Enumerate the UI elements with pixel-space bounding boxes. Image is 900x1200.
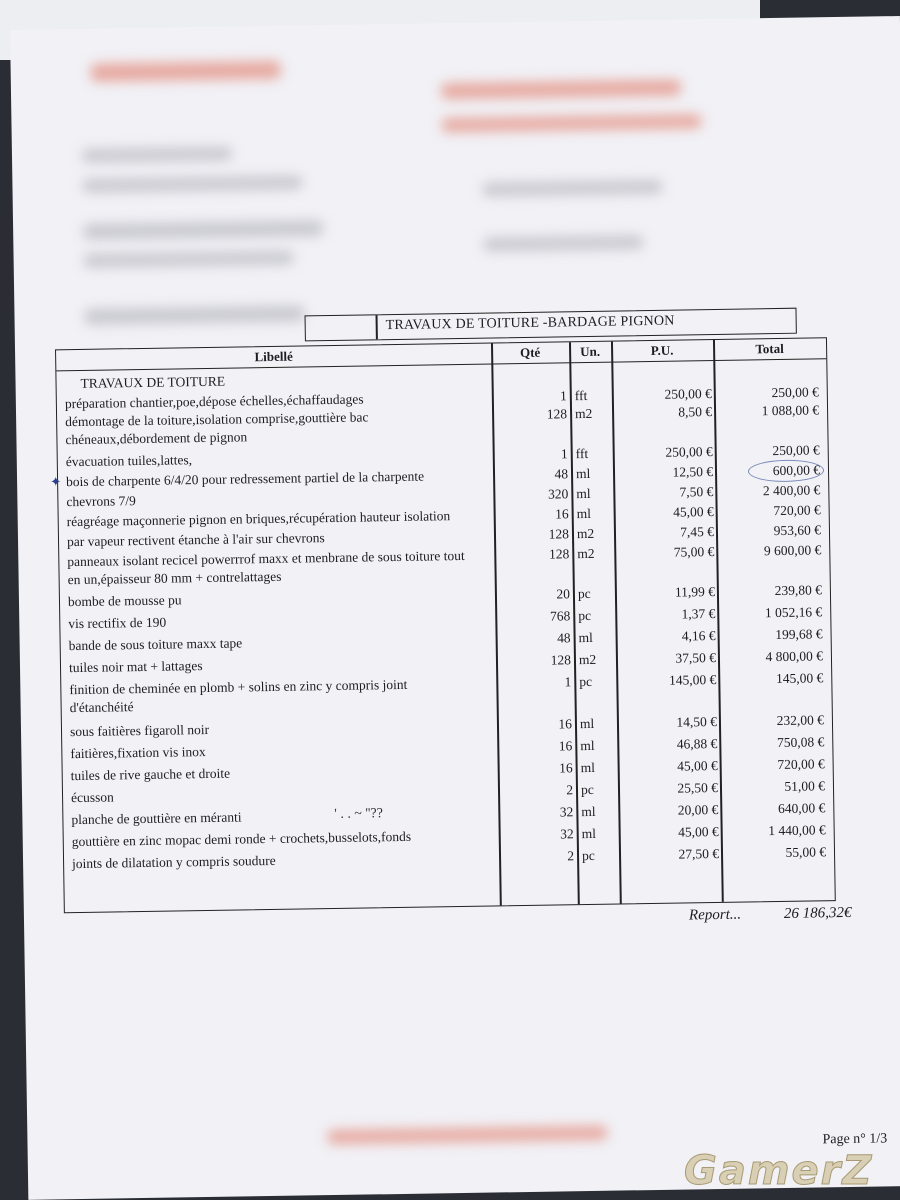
cell-unit-price: 250,00 € (664, 386, 712, 402)
cell-libelle: tuiles noir mat + lattages (68, 658, 203, 676)
cell-unit-price: 45,00 € (673, 504, 714, 520)
cell-unit: ml (581, 825, 597, 842)
cell-libelle: finition de cheminée en plomb + solins en zinc y compris joint (69, 676, 408, 698)
cell-unit-price: 1,37 € (681, 605, 716, 622)
cell-unit-price: 11,99 € (674, 583, 716, 600)
cell-unit: m2 (577, 545, 595, 562)
cell-total: 55,00 € (785, 844, 827, 860)
cell-qte (497, 424, 567, 425)
redacted-address-line (83, 220, 323, 240)
cell-unit (579, 692, 619, 693)
page-label: Page n° (822, 1131, 866, 1148)
cell-unit: pc (577, 585, 591, 602)
cell-unit: ml (580, 759, 596, 776)
cell-qte: 1 (564, 674, 572, 690)
cell-unit-price: 8,50 € (678, 404, 713, 420)
cell-total: 600,00 € (772, 462, 821, 479)
cell-libelle: sous faitières figaroll noir (69, 721, 210, 740)
cell-libelle: d'étanchéité (69, 699, 134, 716)
cell-total: 720,00 € (773, 502, 821, 519)
cell-unit-price: 7,50 € (679, 484, 714, 500)
cell-libelle: en un,épaisseur 80 mm + contrelattages (67, 568, 282, 588)
title-box (305, 308, 797, 342)
cell-libelle: faitières,fixation vis inox (70, 744, 206, 762)
cell-libelle: joints de dilatation y compris soudure (71, 852, 276, 872)
cell-unit: pc (580, 781, 594, 798)
header-total: Total (755, 340, 784, 357)
cell-unit: pc (581, 847, 595, 864)
redacted-client-block (482, 180, 662, 197)
cell-qte: 16 (558, 716, 573, 732)
line-items-table (49, 337, 836, 913)
redacted-address-line (82, 175, 302, 192)
redacted-client-block (441, 79, 681, 99)
redacted-address-line (84, 251, 294, 268)
cell-unit: ml (580, 737, 595, 754)
cell-qte: 16 (555, 506, 569, 522)
cell-unit-price: 37,50 € (675, 649, 717, 666)
cell-total: 51,00 € (784, 778, 826, 794)
report-label: Report... (688, 906, 742, 924)
title-divider (376, 315, 378, 339)
cell-total: 232,00 € (776, 712, 825, 729)
cell-unit-price: 75,00 € (673, 544, 715, 560)
cell-libelle: écusson (70, 789, 114, 806)
cell-total: 953,60 € (773, 522, 822, 539)
cell-qte: 768 (549, 608, 571, 624)
cell-qte: 128 (546, 406, 568, 422)
cell-qte: 1 (560, 446, 568, 462)
watermark-logo: GamerZ (684, 1148, 874, 1194)
cell-total: 4 800,00 € (765, 648, 824, 665)
cell-libelle: évacuation tuiles,lattes, (65, 452, 193, 470)
cell-total: 750,08 € (776, 734, 825, 751)
cell-unit-price: 46,88 € (676, 735, 718, 752)
redacted-client-block (441, 114, 701, 132)
cell-total: 145,00 € (775, 670, 824, 687)
cell-unit: m2 (578, 651, 597, 668)
cell-total: 1 440,00 € (768, 822, 826, 839)
cell-unit-price: 45,00 € (677, 757, 718, 774)
header-un: Un. (580, 343, 601, 360)
invoice-page (10, 16, 900, 1200)
header-qte: Qté (519, 344, 541, 361)
cell-total: 720,00 € (777, 756, 825, 773)
cell-unit-price: 27,50 € (678, 845, 720, 862)
cell-unit-price: 25,50 € (677, 779, 719, 796)
cell-libelle: bois de charpente 6/4/20 pour redressement partiel de la charpente (65, 468, 425, 490)
cell-total: 250,00 € (772, 442, 820, 459)
redacted-client-block (483, 235, 643, 252)
cell-unit: ml (576, 485, 591, 502)
cell-libelle: démontage de la toiture,isolation comprise,gouttière bac (65, 409, 369, 430)
cell-qte: 2 (567, 848, 575, 864)
document-title: TRAVAUX DE TOITURE -BARDAGE PIGNON (385, 313, 675, 334)
cell-libelle: réagréage maçonnerie pignon en briques,récupération hauteur isolation (66, 508, 451, 530)
cell-libelle: panneaux isolant recicel powerrrof maxx et menbrane de sous toiture tout (67, 547, 465, 570)
header-pu: P.U. (650, 342, 674, 358)
cell-unit-price: 45,00 € (678, 823, 719, 840)
cell-unit (575, 424, 615, 425)
cell-unit-price: 20,00 € (677, 801, 719, 818)
cell-unit: fft (574, 387, 588, 404)
pen-mark-icon: ✦ (49, 474, 62, 490)
cell-unit: fft (575, 445, 589, 462)
cell-qte (499, 564, 569, 565)
cell-unit-price: 14,50 € (676, 713, 718, 730)
page-number (822, 1131, 887, 1148)
cell-total: 199,68 € (775, 626, 823, 643)
cell-total: 9 600,00 € (763, 542, 822, 559)
header-libelle: Libellé (254, 348, 293, 365)
cell-qte: 2 (566, 782, 574, 798)
cell-qte: 1 (559, 388, 567, 404)
report-value: 26 186,32€ (783, 904, 852, 922)
cell-qte: 128 (548, 546, 570, 562)
handwritten-note: ' . . ~ ''?? (334, 806, 384, 823)
cell-libelle: tuiles de rive gauche et droite (70, 765, 231, 784)
cell-unit: m2 (576, 525, 595, 542)
cell-libelle: par vapeur rectivent étanche à l'air sur chevrons (66, 530, 325, 550)
cell-libelle: gouttière en zinc mopac demi ronde + crochets,busselots,fonds (71, 828, 412, 850)
cell-total: 2 400,00 € (762, 482, 821, 499)
section-heading: TRAVAUX DE TOITURE (80, 373, 226, 391)
cell-unit: ml (578, 629, 593, 646)
cell-unit (577, 564, 617, 565)
cell-qte: 128 (550, 652, 572, 668)
cell-qte: 48 (556, 630, 571, 646)
cell-libelle: bombe de mousse pu (67, 592, 182, 610)
cell-qte: 32 (559, 804, 574, 820)
cell-total: 1 088,00 € (761, 402, 820, 419)
cell-unit-price: 250,00 € (665, 444, 713, 460)
cell-libelle: chevrons 7/9 (66, 493, 136, 510)
cell-qte: 16 (559, 760, 573, 776)
page-value: 1/3 (869, 1131, 888, 1147)
highlight-circle (748, 459, 824, 482)
cell-libelle: préparation chantier,poe,dépose échelles,échaffaudages (64, 391, 364, 412)
cell-unit: m2 (574, 405, 593, 422)
cell-unit: ml (576, 505, 592, 522)
cell-unit-price: 4,16 € (681, 627, 716, 644)
cell-libelle: bande de sous toiture maxx tape (68, 635, 243, 654)
cell-qte: 20 (556, 586, 571, 602)
cell-unit: ml (581, 803, 596, 820)
cell-libelle: planche de gouttière en méranti (71, 809, 242, 828)
redacted-address-line (82, 147, 232, 163)
cell-qte: 128 (548, 526, 570, 542)
cell-libelle: chéneaux,débordement de pignon (65, 429, 248, 448)
cell-qte: 48 (554, 466, 569, 482)
cell-total: 640,00 € (777, 800, 826, 817)
cell-qte: 16 (558, 738, 573, 754)
redacted-footer (327, 1126, 607, 1144)
redacted-company-name (91, 61, 281, 82)
cell-total: 1 052,16 € (764, 604, 823, 621)
cell-unit-price: 145,00 € (668, 671, 717, 688)
redacted-reference (84, 305, 304, 324)
cell-unit-price: 7,45 € (680, 524, 715, 540)
cell-total: 239,80 € (774, 582, 823, 599)
cell-total: 250,00 € (771, 384, 819, 401)
cell-unit: pc (579, 673, 593, 690)
cell-qte (501, 692, 571, 693)
cell-unit: ml (579, 715, 595, 732)
cell-libelle: vis rectifix de 190 (68, 614, 167, 632)
cell-unit-price: 12,50 € (672, 464, 714, 480)
cell-qte: 320 (547, 486, 569, 502)
cell-unit: pc (578, 607, 592, 624)
cell-qte: 32 (560, 826, 574, 842)
cell-unit: ml (575, 465, 591, 482)
